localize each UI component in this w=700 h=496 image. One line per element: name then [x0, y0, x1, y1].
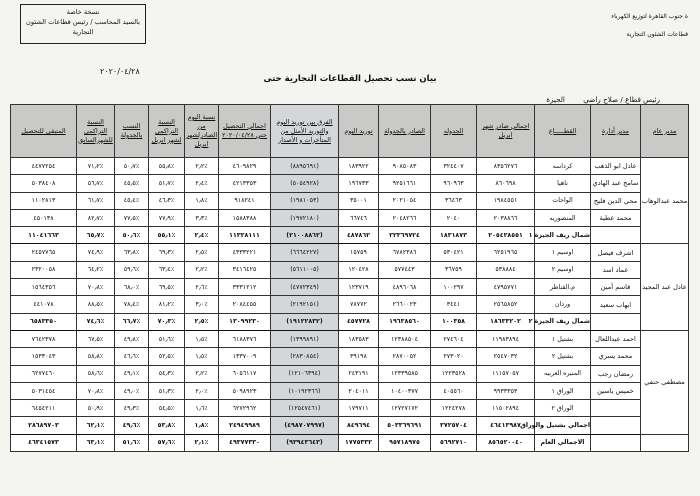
supply-today-cell: ١٢٠٤٢٨ [339, 261, 379, 278]
sector-cell: اوسيم ٢ [535, 261, 591, 278]
pct-today-cell: ٪١٫٨ [185, 417, 219, 434]
remaining-cell: ٤٥٠١٣٨ [11, 209, 77, 226]
pct-cumulative-prev-cell: ٪٥٨٫٨ [77, 348, 115, 365]
sector-cell: وردان [535, 296, 591, 313]
pct-scheduled-total-cell: ٪٥١٫٦ [115, 434, 149, 451]
supply-today-cell: ١٢٣٧١٩ [339, 279, 379, 296]
col-diff: الفرق بين توريد اليوم والتوريد الأمثل من المتأخرات و الأصدار [271, 105, 339, 158]
sector-cell: شمال ريف الجيزة ١ [535, 227, 591, 244]
issued-scheduled-cell: ٢٢٣٦٩٧٢٤ [379, 227, 431, 244]
issued-scheduled-cell: ١٢٣٣٩٥٨٥ [379, 365, 431, 382]
subtotal-row [11, 227, 689, 244]
pct-today-cell: ٪٢٫٢ [185, 158, 219, 175]
admin-manager-cell: محمد يسري [591, 348, 641, 365]
issued-april-total-cell: ٨٥٦٥٢٠٠٤٠ [477, 434, 535, 451]
sector-heading [530, 95, 660, 104]
org-line-1: ة جنوب القاهرة لتوزيع الكهرباء [611, 13, 688, 20]
issued-april-cell: ٨٦٠٦٩٨ [477, 175, 535, 192]
pct-scheduled-cell: ٪٥٠٫٦ [115, 227, 149, 244]
supply-today-cell: ١٨٣٥٨٣ [339, 330, 379, 347]
total-collection-cell: ٤٦٠٩٨٢٩ [219, 158, 271, 175]
scheduled-total-cell: ٥٦٩٢٧١٠ [431, 434, 477, 451]
sector-cell: بشتيل ٢ [535, 348, 591, 365]
sector-cell: كرداسه [535, 158, 591, 175]
scheduled-cell: ٢٠٤٠ [431, 209, 477, 226]
pct-scheduled-cell: ٪٦٦٫٧ [115, 313, 149, 330]
admin-manager-cell: احمد عبداللعال [591, 330, 641, 347]
diff-cell: (١٢١٠٦٣٩٤) [271, 365, 339, 382]
col-issued-april: اجمالي صادر شهر ابريل [477, 105, 535, 158]
scheduled-cell: ١٠٠٣٥٨ [431, 313, 477, 330]
pct-cumulative-prev-cell: ٪٧١٫٢ [77, 158, 115, 175]
remaining-cell: ٥٠٣١٤٥٤ [11, 382, 77, 399]
pct-cumulative-prev-cell: ٪٨٨٫٥ [77, 296, 115, 313]
sector-cell: م.القناطر [535, 279, 591, 296]
supply-today-cell: ٣٩١٩٨ [339, 348, 379, 365]
issued-scheduled-cell: ٢٦٦٠٠٢٣ [379, 296, 431, 313]
pct-cumulative-april-cell: ٪٨١٫٢ [149, 296, 185, 313]
diff-cell: (١٩٨١٠٥٣) [271, 192, 339, 209]
supply-today-cell: ٤٨٧٨٦٢ [339, 227, 379, 244]
pct-today-cell: ٪٢٫٠ [185, 382, 219, 399]
pct-cumulative-prev-cell: ٪٧٠٫٨ [77, 382, 115, 399]
remaining-cell: ١٥٣٣٠٤٣ [11, 348, 77, 365]
diff-cell: (١٩١٢٢٨٣٢) [271, 313, 339, 330]
scheduled-cell: ٣٤٤١ [431, 296, 477, 313]
col-general-manager: مدير عام [641, 105, 689, 158]
sector-head-name: الجيزة [546, 95, 565, 104]
pct-today-cell: ٪١٫٦ [185, 400, 219, 417]
issued-scheduled-cell: ٥٧٧٤٤٣ [379, 261, 431, 278]
supply-today-cell: ١٥٧٥٩ [339, 244, 379, 261]
diff-cell: (١٣٩٩٨٩١) [271, 330, 339, 347]
remaining-cell: ١١٠٤١٦٦٣ [11, 227, 77, 244]
pct-cumulative-april-cell: ٪٦٩٫٥ [149, 279, 185, 296]
private-copy-stamp [20, 4, 146, 44]
pct-cumulative-april-cell: ٪٤٦٫٣ [149, 192, 185, 209]
scheduled-cell: ٢٧٤٦٠٤ [431, 330, 477, 347]
table-row [11, 365, 689, 382]
issued-april-cell: ١١٩٨٣٨٩٤ [477, 330, 535, 347]
remaining-cell: ٦٥٨٣٣٥٠ [11, 313, 77, 330]
remaining-cell: ١١٠٢٨١٣ [11, 192, 77, 209]
table-row [11, 158, 689, 175]
diff-cell: (١٠١٩٢٣٦٦) [271, 382, 339, 399]
admin-manager-cell: محمد عطية [591, 209, 641, 226]
scheduled-cell: ١٢٢٤٢٧٨ [431, 400, 477, 417]
pct-scheduled-cell: ٪٤٩٫٨ [115, 330, 149, 347]
remaining-cell: ٤٤٧٧٢٥٤ [11, 158, 77, 175]
issued-scheduled-cell: ٢٨٧٠٠٥٢ [379, 348, 431, 365]
pct-cumulative-april-cell: ٪٧٠٫٣ [149, 313, 185, 330]
total-collection-cell: ٤٣٣٣٢٢١ [219, 244, 271, 261]
pct-today-cell: ٪٢٫٢ [185, 261, 219, 278]
remaining-cell: ٦٢٧٧٤٦٠ [11, 365, 77, 382]
pct-scheduled-cell: ٪٧٨٫٤ [115, 296, 149, 313]
sector-cell: اجمالي بشتيل والوراق [535, 417, 591, 434]
general-manager-cell: مصطفى حنفي [641, 330, 689, 434]
pct-scheduled-cell: ٪٤٥٫٤ [115, 192, 149, 209]
total-collection-cell: ٢٤٩٤٩٩٨٩ [219, 417, 271, 434]
admin-manager-cell [591, 313, 641, 330]
issued-april-cell: ٤٦٤١٣٩٨٧ [477, 417, 535, 434]
issued-scheduled-cell: ١٢٧٢٧١٧٢ [379, 400, 431, 417]
sector-cell: ناهيا [535, 175, 591, 192]
table-row [11, 400, 689, 417]
issued-april-cell: ٩٩٣٣٣٥٣ [477, 382, 535, 399]
remaining-cell: ٢٨٦٨٩٧٠٣ [11, 417, 77, 434]
col-pct-cumulative-prev: النسبة التراكمي للشهرالسابق [77, 105, 115, 158]
diff-cell: (٨٨٩٥٦٩١) [271, 158, 339, 175]
pct-cumulative-prev-cell: ٪٦٢٫١ [77, 417, 115, 434]
pct-cumulative-prev-cell: ٪٥٦٫٧ [77, 175, 115, 192]
admin-manager-cell: عادل ابو الذهب [591, 158, 641, 175]
supply-today-total-cell: ١٧٧٥٣٣٢ [339, 434, 379, 451]
total-collection-cell: ٣٣٣١٢١٢ [219, 279, 271, 296]
pct-scheduled-cell: ٪٤٩٫٠ [115, 382, 149, 399]
pct-today-cell: ٪٢٫٤ [185, 175, 219, 192]
pct-cumulative-prev-cell: ٪٥٨٫٦ [77, 365, 115, 382]
pct-cumulative-april-cell: ٪٦٩٫٣ [149, 244, 185, 261]
table-row [11, 279, 689, 296]
pct-cumulative-prev-cell: ٪٨٢٫٧ [77, 209, 115, 226]
table-header-row [11, 105, 689, 158]
scheduled-cell: ٤٠٥٥٦٠ [431, 382, 477, 399]
admin-manager-cell [591, 434, 641, 451]
pct-today-cell: ٪٣٫٣ [185, 209, 219, 226]
supply-today-cell: ١٩٦٧٣٣ [339, 175, 379, 192]
sector-cell: اوسيم ١ [535, 244, 591, 261]
issued-scheduled-cell: ١٠٤٠٠٣٧٧ [379, 382, 431, 399]
issued-april-cell: ١٩٨٤٥٥١ [477, 192, 535, 209]
diff-cell: (٢١٠٠٨٨٦٢) [271, 227, 339, 244]
pct-today-cell: ٪٢٫٢ [185, 365, 219, 382]
table-row [11, 382, 689, 399]
scheduled-cell: ١٨٣١٨٧٣ [431, 227, 477, 244]
table-body [11, 158, 689, 452]
sector-cell: الوراق ٢ [535, 400, 591, 417]
total-collection-cell: ١٣٠٩٩٢٣٠ [219, 313, 271, 330]
supply-today-cell: ٨٤٩٦٩٤ [339, 417, 379, 434]
issued-april-cell: ٢٠٣٨٨٦٦ [477, 209, 535, 226]
grand-total-row [11, 434, 689, 451]
pct-scheduled-cell: ٪٦٨٫٠ [115, 279, 149, 296]
table-row [11, 296, 689, 313]
general-manager-cell: محمد عبدالوهاب [641, 158, 689, 244]
issued-april-cell: ٢٥٦٥٨٥٢ [477, 296, 535, 313]
pct-cumulative-april-total-cell: ٪٥٧٫٦ [149, 434, 185, 451]
issued-april-cell: ٤٧٩٥٧٧١ [477, 279, 535, 296]
issued-april-cell: ٥٣٨٨٨٤ [477, 261, 535, 278]
pct-cumulative-april-cell: ٪٦٣٫٤ [149, 261, 185, 278]
table-row [11, 330, 689, 347]
table-row [11, 261, 689, 278]
pct-cumulative-prev-cell: ٪٧٤٫٩ [77, 244, 115, 261]
total-collection-cell: ٥٠٩٨٩٢٣ [219, 382, 271, 399]
admin-manager-cell: ايهاب سعيد [591, 296, 641, 313]
pct-cumulative-prev-cell: ٪٦٧٫٥ [77, 330, 115, 347]
issued-scheduled-cell: ٩٠٨٥٠٨٣ [379, 158, 431, 175]
diff-cell: (٤٩٨٧٠٧٩٩٧) [271, 417, 339, 434]
pct-today-cell: ٪١٫٥ [185, 348, 219, 365]
total-collection-cell: ٦١٨٨٣٧٦ [219, 330, 271, 347]
pct-cumulative-prev-cell: ٪٦١٫٧ [77, 192, 115, 209]
issued-scheduled-cell: ٦٧٨٢٣٨٦ [379, 244, 431, 261]
pct-scheduled-cell: ٪٤٥٫٥ [115, 175, 149, 192]
pct-today-cell: ٪١٫٥ [185, 330, 219, 347]
subtotal-row [11, 417, 689, 434]
pct-cumulative-prev-total-cell: ٪٦٣٫١ [77, 434, 115, 451]
issued-april-cell: ١٨٦٣٣٢٠٢ [477, 313, 535, 330]
scheduled-cell: ١٢٢٣٥٢٨ [431, 365, 477, 382]
total-collection-cell: ١٥٨٨٣٨٨ [219, 209, 271, 226]
pct-scheduled-cell: ٪٤٩٫١ [115, 365, 149, 382]
pct-scheduled-cell: ٪٤٩٫٦ [115, 417, 149, 434]
col-sector: القطـــــاع [535, 105, 591, 158]
remaining-total-cell: ٤٦٣٤١٥٧٣ [11, 434, 77, 451]
remaining-cell: ٢٤٥٧٧٦٥ [11, 244, 77, 261]
scheduled-cell: ٣٢٤٤٠٧ [431, 158, 477, 175]
admin-manager-cell: عماد اسد [591, 261, 641, 278]
diff-cell: (٥٠٥٤٩٢٨) [271, 175, 339, 192]
diff-cell: (١٩٧٢١٨٠) [271, 209, 339, 226]
stamp-line-3: التجارية [72, 28, 94, 36]
issued-april-cell: ٨٣٥٦٢٧٦ [477, 158, 535, 175]
org-line-2: قطاعات الشئون التجارية [626, 31, 688, 38]
pct-scheduled-cell: ٪٥٩٫٦ [115, 261, 149, 278]
table-row [11, 175, 689, 192]
supply-today-cell: ٤٥٧٧٢٨ [339, 313, 379, 330]
stamp-line-1: نسخة خاصة [66, 8, 100, 16]
admin-manager-cell: رمضان رجب [591, 365, 641, 382]
issued-scheduled-cell: ٤٨٩٦٠٦٨ [379, 279, 431, 296]
diff-cell: (٢١٩٢١٥١) [271, 296, 339, 313]
stamp-line-2: بالسيد المحاسب / رئيس قطاعات الشئون [26, 18, 140, 26]
table-row [11, 348, 689, 365]
col-supply-today: توريد اليوم [339, 105, 379, 158]
admin-manager-cell [591, 400, 641, 417]
admin-manager-cell: سامح عبد الهادي [591, 175, 641, 192]
issued-scheduled-cell: ١٩٦٣٨٥٦٠ [379, 313, 431, 330]
sector-cell: المنصوريه [535, 209, 591, 226]
supply-today-cell: ١٧٩٧١١ [339, 400, 379, 417]
report-title: بيان نسب تحصيل القطاعات التجارية حتى [263, 74, 437, 84]
pct-today-cell: ٪١٫٨ [185, 192, 219, 209]
table-row [11, 209, 689, 226]
pct-cumulative-april-cell: ٪٥٤٫٥ [149, 400, 185, 417]
scheduled-cell: ٣٦٤٦٣ [431, 192, 477, 209]
issued-april-cell: ٢٠٥٤٢٨٥٥١ [477, 227, 535, 244]
pct-today-cell: ٪٢٫٦ [185, 279, 219, 296]
issued-april-cell: ٢٥٤٧٠٣٢ [477, 348, 535, 365]
total-collection-cell: ٦٠٥٦١١٧ [219, 365, 271, 382]
table-row [11, 244, 689, 261]
pct-cumulative-april-cell: ٪٥٥٫٨ [149, 158, 185, 175]
admin-manager-cell [591, 227, 641, 244]
remaining-cell: ٧٦٤٢٣٧٨ [11, 330, 77, 347]
pct-cumulative-prev-cell: ٪٦٤٫٢ [77, 261, 115, 278]
col-pct-scheduled: النسب بالجدولة [115, 105, 149, 158]
admin-manager-cell: اشرف فيصل [591, 244, 641, 261]
total-collection-cell: ١١٣٢٨١١١ [219, 227, 271, 244]
table-row [11, 192, 689, 209]
sector-head-label: رئيس قطاع / صلاح راضي [583, 95, 660, 104]
total-collection-cell: ٣٤١٦٤٢٥ [219, 261, 271, 278]
diff-cell: (٢٨٣٠٨٥٤) [271, 348, 339, 365]
organization-header [611, 8, 688, 44]
admin-manager-cell: قاسم أمين [591, 279, 641, 296]
diff-cell: (١٢٥٤٧٤٦١) [271, 400, 339, 417]
total-collection-cell: ٩١٨٢٤١ [219, 192, 271, 209]
sector-cell: بشتيل ١ [535, 330, 591, 347]
report-date: ٢٠٢٠/٠٤/٢٨ [100, 67, 140, 76]
diff-cell: (٤٧٧٢٣٤٩) [271, 279, 339, 296]
sector-cell: المنيره الغربيه [535, 365, 591, 382]
admin-manager-cell: خميس ياسين [591, 382, 641, 399]
supply-today-cell: ٢٤٣١٩١ [339, 365, 379, 382]
pct-today-cell: ٪٢٫٥ [185, 313, 219, 330]
diff-cell: (٥٦١١٠٠٥) [271, 261, 339, 278]
pct-scheduled-cell: ٪٤٩٫٣ [115, 400, 149, 417]
pct-cumulative-april-cell: ٪٧٧٫٩ [149, 209, 185, 226]
col-pct-cumulative-april: النسبة التراكمي لشهر ابريل [149, 105, 185, 158]
pct-cumulative-april-cell: ٪٥٤٫٣ [149, 365, 185, 382]
pct-scheduled-cell: ٪٤٦٫٦ [115, 348, 149, 365]
issued-april-cell: ١١٥٠٢٨٩٤ [477, 400, 535, 417]
total-collection-cell: ٦٢٧٢٩٦٢ [219, 400, 271, 417]
diff-total-cell: (٩٣٩٤٣٦٤٣) [271, 434, 339, 451]
pct-cumulative-april-cell: ٪٥٢٫٥ [149, 348, 185, 365]
pct-cumulative-april-cell: ٪٥١٫٦ [149, 330, 185, 347]
col-pct-today: نسبة اليوم من الصادرلشهر ابريل [185, 105, 219, 158]
pct-cumulative-prev-cell: ٪٦٥٫٧ [77, 227, 115, 244]
general-manager-cell [641, 434, 689, 451]
issued-scheduled-cell: ٢٠٤٨٢٦٦ [379, 209, 431, 226]
scheduled-cell: ٥٣٠٤٢١ [431, 244, 477, 261]
collection-table [10, 104, 689, 452]
subtotal-row [11, 313, 689, 330]
issued-scheduled-cell: ٥٠٣٣٦٩٦٩١ [379, 417, 431, 434]
pct-cumulative-prev-cell: ٪٥٠٫٩ [77, 400, 115, 417]
scheduled-cell: ٣٧٢٥٧٠٤ [431, 417, 477, 434]
supply-today-cell: ٣٥٠٠١ [339, 192, 379, 209]
sector-cell: الواحات [535, 192, 591, 209]
scheduled-cell: ٩٦٠٩٦٣ [431, 175, 477, 192]
pct-scheduled-cell: ٪٦٣٫٨ [115, 244, 149, 261]
remaining-cell: ١٥٦٤٣٥٦ [11, 279, 77, 296]
scheduled-cell: ٣٦٧٥٩ [431, 261, 477, 278]
scheduled-cell: ٢٧٣٠٢٠ [431, 348, 477, 365]
remaining-cell: ٢٣٢٠٠٥٨ [11, 261, 77, 278]
remaining-cell: ٥٠٣٨٤٠٨ [11, 175, 77, 192]
pct-today-total-cell: ٪٢٫١ [185, 434, 219, 451]
total-collection-cell: ٢٠٨٤٤٥٥ [219, 296, 271, 313]
pct-today-cell: ٪٢٫٥ [185, 244, 219, 261]
col-issued-scheduled: الصادر بالجدولة [379, 105, 431, 158]
issued-april-cell: ٦٢٥١٩٦٥ [477, 244, 535, 261]
supply-today-cell: ١٨٣٩٢٢ [339, 158, 379, 175]
remaining-cell: ٦٤٥٤٢١١ [11, 400, 77, 417]
pct-cumulative-prev-cell: ٪٧٤٫٦ [77, 313, 115, 330]
col-admin-manager: مدير أدارة [591, 105, 641, 158]
general-manager-cell: عادل عبد المجيد [641, 244, 689, 330]
supply-today-cell: ٢٠٤٠١١ [339, 382, 379, 399]
supply-today-cell: ٧٨٧٧٢ [339, 296, 379, 313]
admin-manager-cell [591, 417, 641, 434]
remaining-cell: ٤٤١٠٧٨ [11, 296, 77, 313]
issued-scheduled-total-cell: ٩٥٧١٨٩٧٥ [379, 434, 431, 451]
issued-scheduled-cell: ١٢٣٨٨٥٠٤ [379, 330, 431, 347]
pct-cumulative-april-cell: ٪٥٥٫١ [149, 227, 185, 244]
issued-scheduled-cell: ٢٠٢١٠٥٤ [379, 192, 431, 209]
pct-scheduled-cell: ٪٥٠٫٧ [115, 158, 149, 175]
pct-cumulative-april-cell: ٪٥٣٫٨ [149, 417, 185, 434]
pct-cumulative-april-cell: ٪٥١٫٧ [149, 175, 185, 192]
col-remaining: المتبقي للتحصيل [11, 105, 77, 158]
pct-today-cell: ٪٣٫٠ [185, 296, 219, 313]
diff-cell: (٦٦٦٤٢٢٧) [271, 244, 339, 261]
pct-cumulative-prev-cell: ٪٧٠٫٨ [77, 279, 115, 296]
sector-cell: الوراق ١ [535, 382, 591, 399]
supply-today-cell: ٦٦٧٤٦ [339, 209, 379, 226]
grand-total-label: الاجمالي العام [535, 434, 591, 451]
col-total-collection: اجمالي التحصيل حتي ٢٠٢٠/٠٤/٢٨ [219, 105, 271, 158]
issued-scheduled-cell: ٩٢٥١٦٦١ [379, 175, 431, 192]
pct-scheduled-cell: ٪٧٧٫٥ [115, 209, 149, 226]
total-collection-total-cell: ٤٩٣٧٧٣٣٠ [219, 434, 271, 451]
total-collection-cell: ٤٢١٣٣٥٣ [219, 175, 271, 192]
total-collection-cell: ١٣٣٧٠٠٩ [219, 348, 271, 365]
sector-cell: شمال ريف الجيزة ٢ [535, 313, 591, 330]
pct-cumulative-april-cell: ٪٥١٫٣ [149, 382, 185, 399]
issued-april-cell: ١١١٥٧٠٥٧ [477, 365, 535, 382]
scheduled-cell: ١٠٠٢٩٧ [431, 279, 477, 296]
admin-manager-cell: محي الدين فليح [591, 192, 641, 209]
col-scheduled: الجدوله [431, 105, 477, 158]
pct-today-cell: ٪٢٫٤ [185, 227, 219, 244]
